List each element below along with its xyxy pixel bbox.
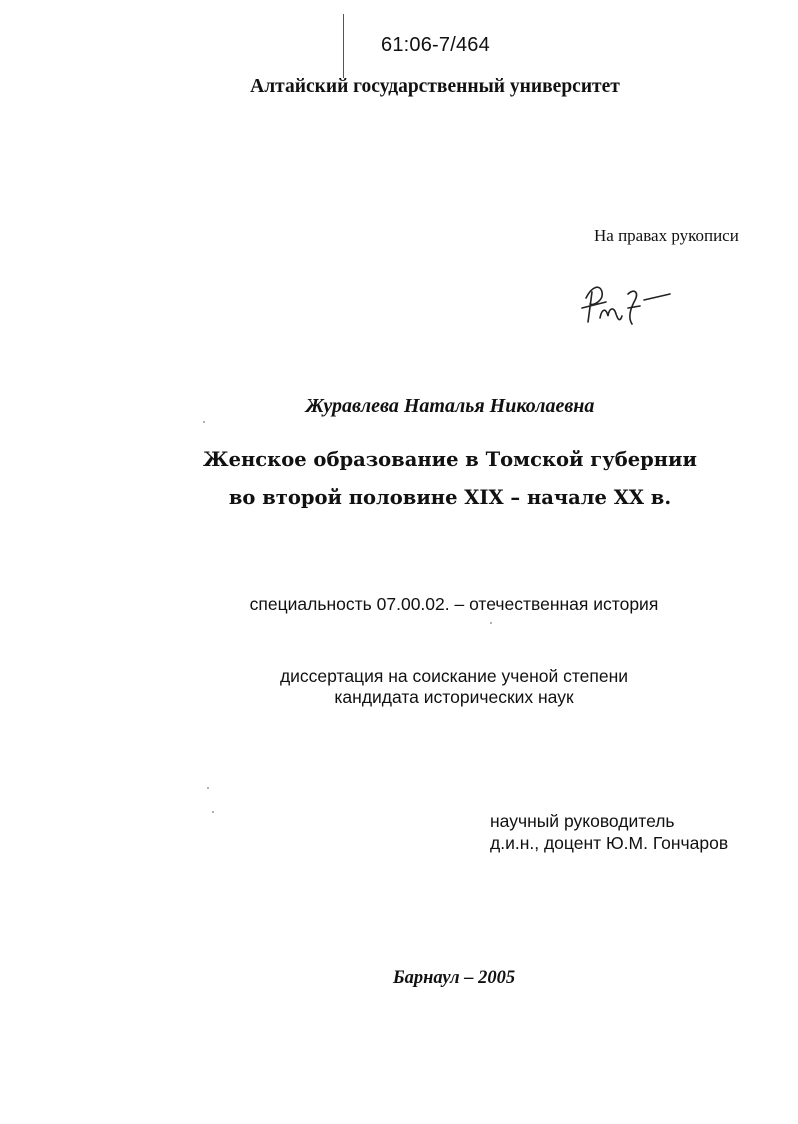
degree-description <box>0 666 798 708</box>
title-line-1: Женское образование в Томской губернии <box>203 448 697 471</box>
title-line-2: во второй половине XIX – начале XX в. <box>228 486 672 509</box>
scan-speck <box>203 421 205 423</box>
handwritten-signature <box>578 278 678 338</box>
scientific-supervisor <box>490 810 728 854</box>
supervisor-role: научный руководитель <box>490 811 675 831</box>
university-name: Алтайский государственный университет <box>250 76 620 97</box>
city-and-year: Барнаул – 2005 <box>392 968 516 988</box>
author-name: Журавлева Наталья Николаевна <box>305 395 595 417</box>
supervisor-name: д.и.н., доцент Ю.М. Гончаров <box>490 833 729 853</box>
rights-notice: На правах рукописи <box>594 226 739 245</box>
scan-speck <box>207 787 209 789</box>
archive-stamp-number: 61:06-7/464 <box>381 34 490 56</box>
scan-speck <box>490 622 492 624</box>
scan-speck <box>212 811 214 813</box>
degree-line-2: кандидата исторических наук <box>334 687 574 707</box>
dissertation-title <box>0 441 798 517</box>
specialty-line: специальность 07.00.02. – отечественная история <box>249 594 659 614</box>
degree-line-1: диссертация на соискание ученой степени <box>279 666 629 686</box>
margin-rule-line <box>343 14 344 78</box>
